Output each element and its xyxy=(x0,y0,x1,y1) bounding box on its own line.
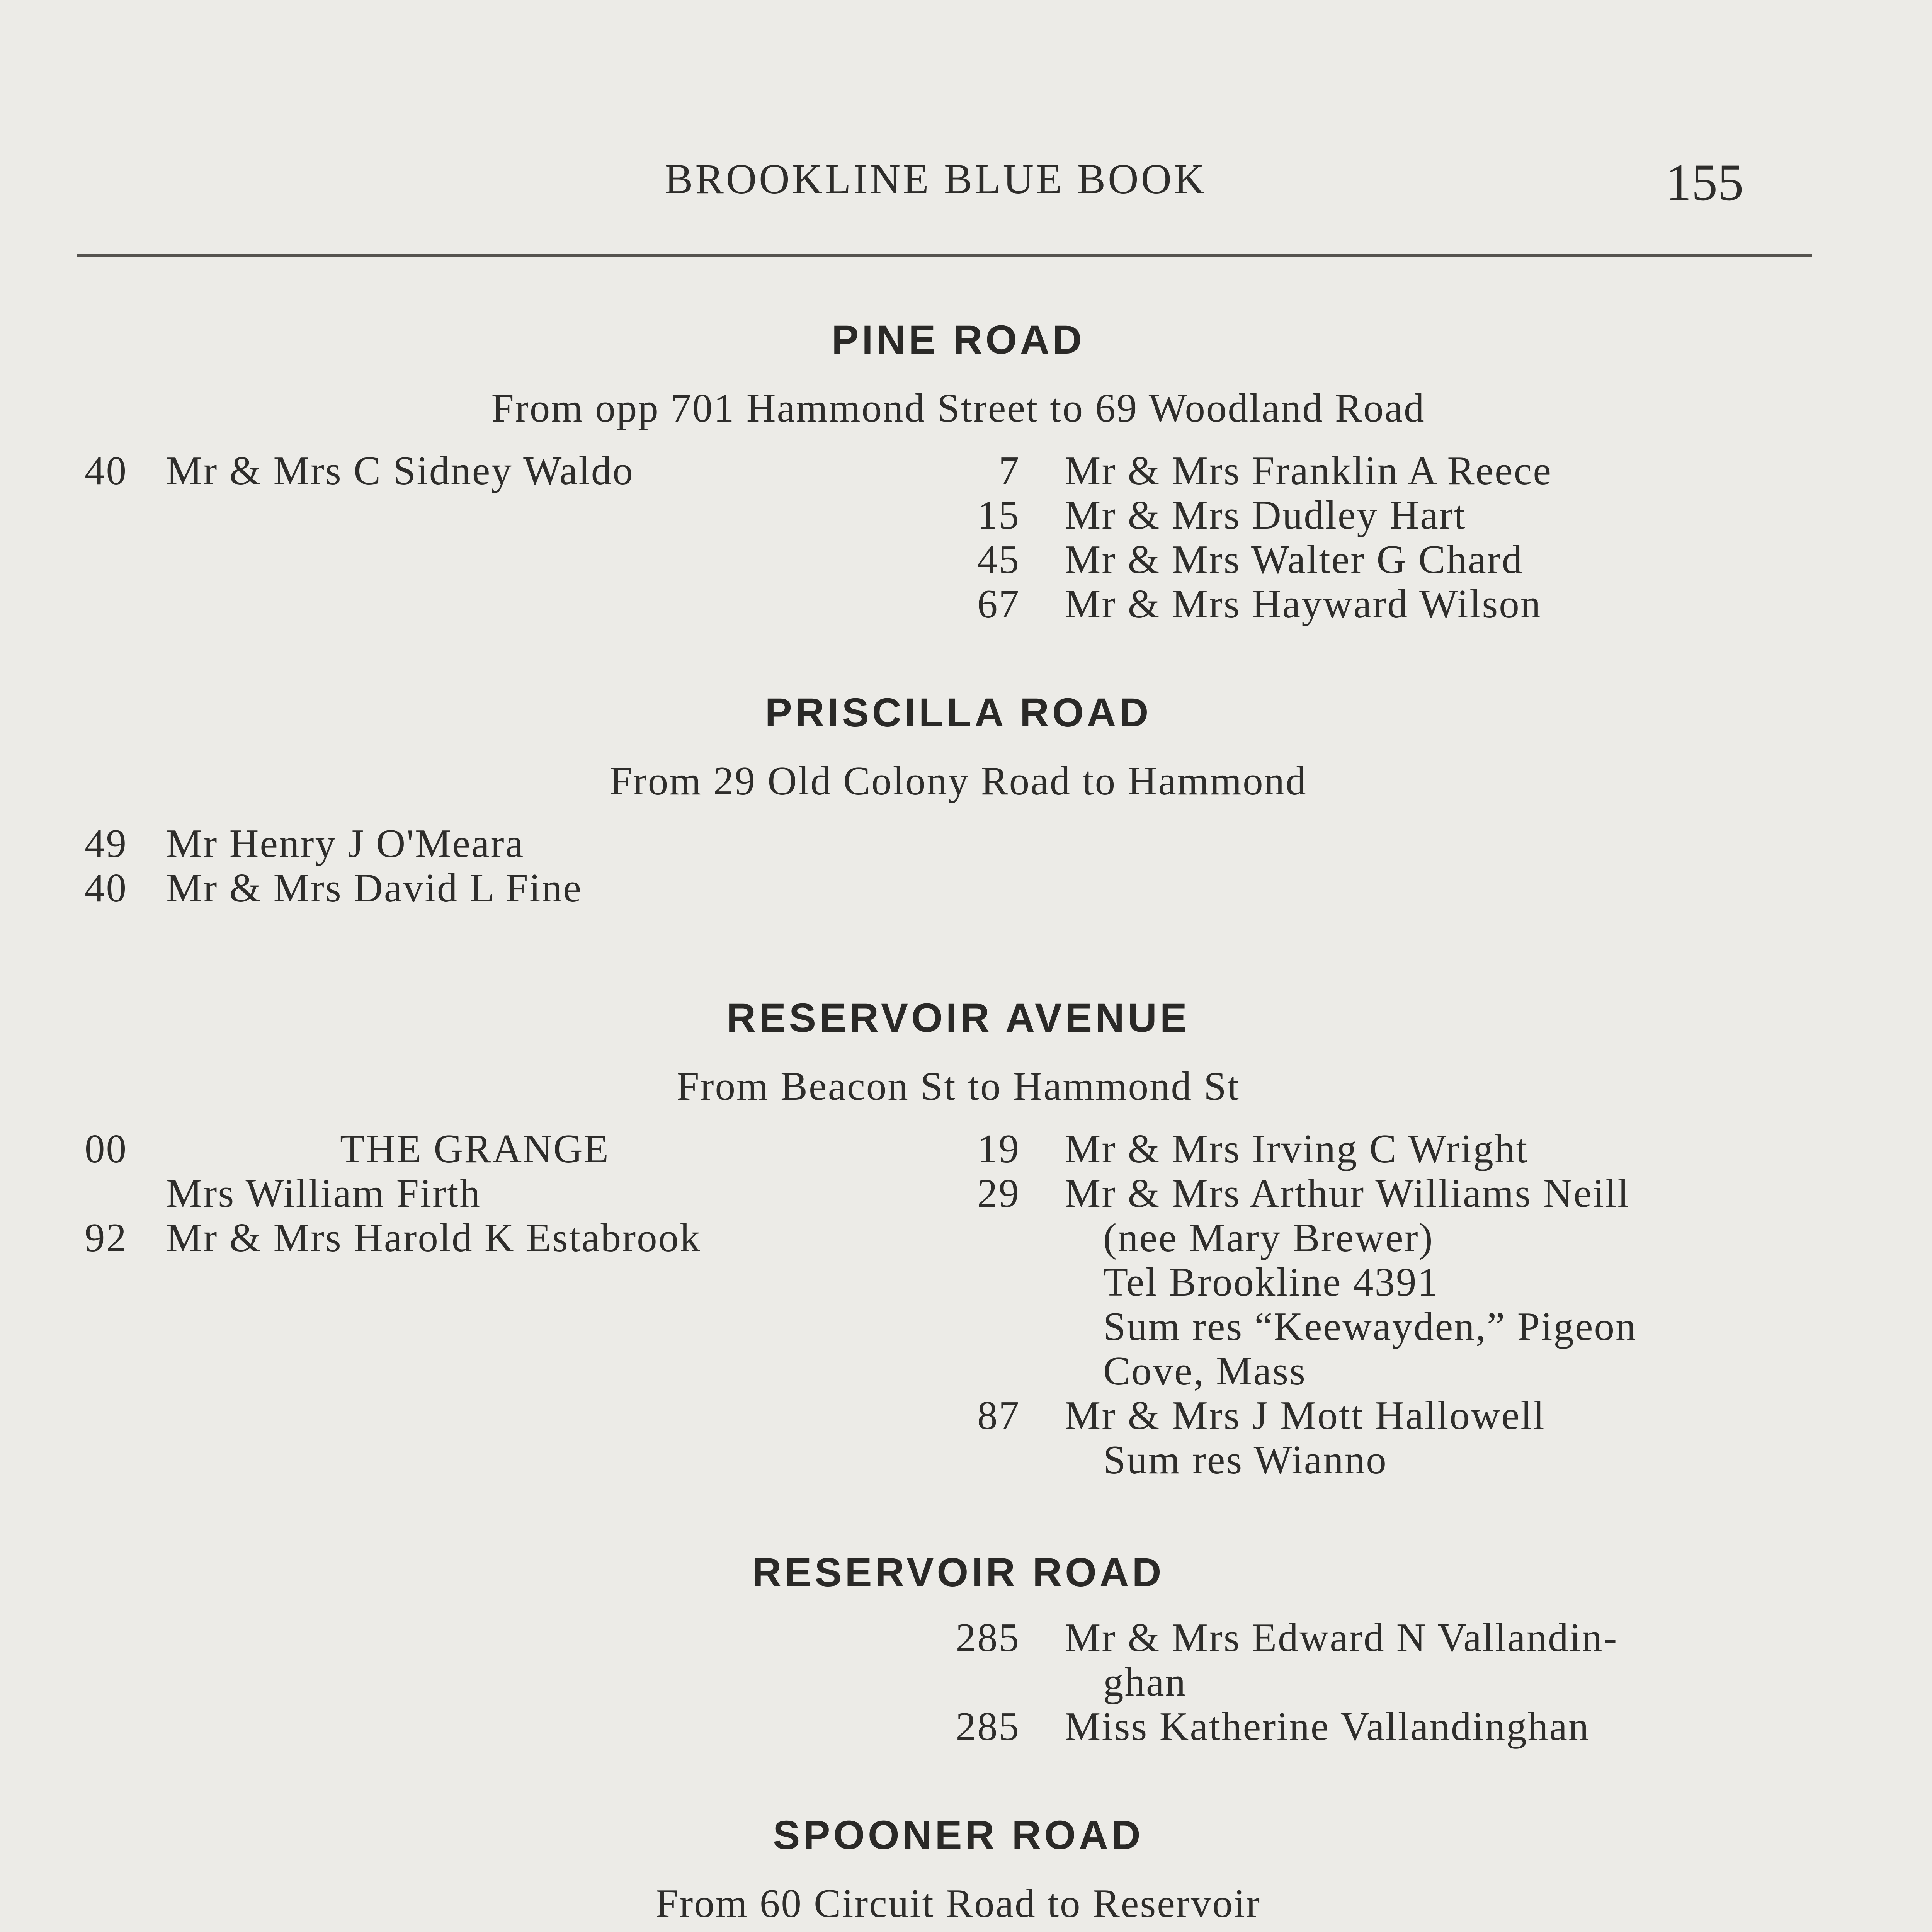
section-subtitle-priscilla-road: From 29 Old Colony Road to Hammond xyxy=(609,758,1307,803)
resident-name xyxy=(1065,1393,1546,1482)
section-subtitle-spooner-road: From 60 Circuit Road to Reservoir xyxy=(656,1881,1261,1926)
section-subtitle-reservoir-avenue: From Beacon St to Hammond St xyxy=(677,1063,1240,1109)
section-title-pine-road: PINE ROAD xyxy=(832,317,1085,362)
resident-name xyxy=(166,821,524,866)
resident-name xyxy=(1065,1704,1590,1748)
running-title: BROOKLINE BLUE BOOK xyxy=(665,155,1207,202)
entry-line-primary: Mr & Mrs Walter G Chard xyxy=(1065,537,1524,582)
house-number: 92 xyxy=(85,1215,128,1260)
resident-name xyxy=(166,1126,610,1215)
entry-line-continuation: Sum res “Keewayden,” Pigeon xyxy=(1103,1304,1637,1349)
house-number: 285 xyxy=(956,1704,1020,1749)
house-number: 40 xyxy=(85,448,128,493)
house-number: 15 xyxy=(977,492,1020,537)
entry-line-primary: Mr & Mrs C Sidney Waldo xyxy=(166,448,634,493)
entry-line-primary: Mr & Mrs Hayward Wilson xyxy=(1065,581,1542,626)
entry-line-primary: Mr & Mrs Franklin A Reece xyxy=(1065,448,1552,493)
house-number: 40 xyxy=(85,865,128,910)
entry-line-primary: Mr & Mrs Arthur Williams Neill xyxy=(1065,1170,1630,1216)
house-number: 00 xyxy=(85,1126,128,1171)
resident-name xyxy=(1065,1126,1528,1171)
entry-line-continuation: Sum res Wianno xyxy=(1103,1437,1388,1482)
entry-line-continuation: (nee Mary Brewer) xyxy=(1103,1215,1434,1260)
page-number: 155 xyxy=(1665,154,1744,211)
resident-name xyxy=(1065,537,1523,582)
house-number: 29 xyxy=(977,1170,1020,1216)
section-title-reservoir-road: RESERVOIR ROAD xyxy=(752,1550,1165,1595)
entry-line-primary: THE GRANGE xyxy=(340,1126,610,1171)
entry-line-primary: Miss Katherine Vallandinghan xyxy=(1065,1704,1590,1749)
entry-line-continuation: Cove, Mass xyxy=(1103,1348,1306,1393)
house-number: 67 xyxy=(977,581,1020,626)
entry-line-continuation: ghan xyxy=(1103,1659,1187,1704)
entry-line-primary: Mr & Mrs Dudley Hart xyxy=(1065,492,1466,537)
entry-line-primary: Mr & Mrs Edward N Vallandin- xyxy=(1065,1615,1618,1660)
resident-name xyxy=(166,866,582,910)
header-rule xyxy=(77,254,1812,257)
section-subtitle-pine-road: From opp 701 Hammond Street to 69 Woodland Road xyxy=(491,385,1425,430)
entry-line-primary: Mr Henry J O'Meara xyxy=(166,821,525,866)
resident-name xyxy=(166,448,634,493)
house-number: 45 xyxy=(977,537,1020,582)
resident-name xyxy=(1065,1171,1637,1393)
entry-line-primary: Mr & Mrs Harold K Estabrook xyxy=(166,1215,701,1260)
entry-line-primary: Mr & Mrs Irving C Wright xyxy=(1065,1126,1529,1171)
house-number: 7 xyxy=(998,448,1020,493)
resident-name xyxy=(166,1215,701,1260)
house-number: 19 xyxy=(977,1126,1020,1171)
resident-name xyxy=(1065,1615,1618,1704)
house-number: 285 xyxy=(956,1615,1020,1660)
section-title-priscilla-road: PRISCILLA ROAD xyxy=(765,690,1152,735)
resident-name xyxy=(1065,582,1542,626)
entry-line-continuation: Mrs William Firth xyxy=(166,1170,481,1216)
section-title-reservoir-avenue: RESERVOIR AVENUE xyxy=(726,995,1190,1041)
house-number: 49 xyxy=(85,821,128,866)
entry-line-primary: Mr & Mrs David L Fine xyxy=(166,865,582,910)
entry-line-continuation: Tel Brookline 4391 xyxy=(1103,1259,1439,1304)
entry-line-primary: Mr & Mrs J Mott Hallowell xyxy=(1065,1393,1546,1438)
section-title-spooner-road: SPOONER ROAD xyxy=(773,1813,1144,1858)
resident-name xyxy=(1065,448,1552,493)
resident-name xyxy=(1065,493,1466,537)
house-number: 87 xyxy=(977,1393,1020,1438)
